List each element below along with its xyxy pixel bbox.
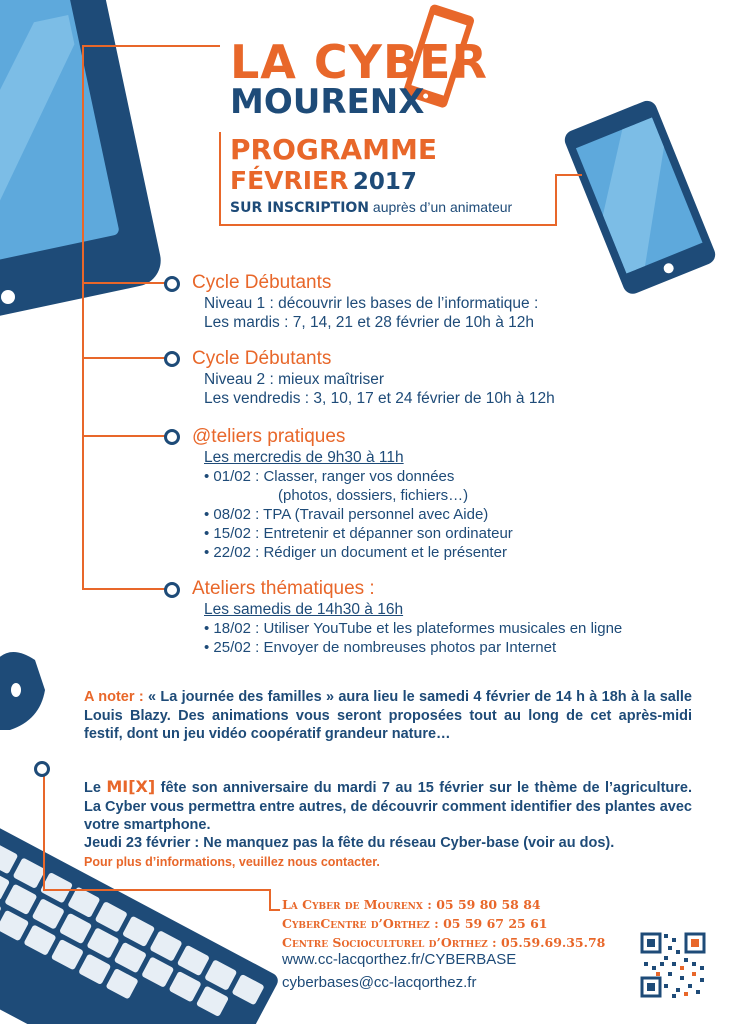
contact-row	[282, 914, 605, 933]
contact-name: CyberCentre d’Orthez	[282, 916, 430, 931]
contact-name: Centre Socioculturel d’Orthez	[282, 935, 488, 950]
contact-phone: : 05 59 80 58 84	[427, 897, 541, 912]
section-title: Ateliers thématiques :	[192, 578, 375, 599]
section-subtitle: Les mercredis de 9h30 à 11h	[204, 449, 404, 466]
contact-phone: : 05 59 67 25 61	[434, 916, 548, 931]
note-families	[84, 688, 692, 744]
contact-row	[282, 895, 605, 914]
section-cycle-2	[192, 348, 555, 408]
section-ateliers-pratiques	[192, 426, 513, 562]
contact-row	[282, 933, 605, 952]
program-month: FÉVRIER	[230, 166, 349, 195]
section-title: Cycle Débutants	[192, 272, 332, 293]
section-marker	[164, 582, 180, 598]
contact-name: La Cyber de Mourenx	[282, 897, 423, 912]
note-marker	[34, 761, 50, 777]
brand-title: LA CYBER	[230, 35, 488, 89]
section-line: Les vendredis : 3, 10, 17 et 24 février de 10h à 12h	[204, 390, 555, 407]
keyboard-icon	[0, 823, 281, 1024]
inscription-line	[230, 199, 512, 216]
section-line: Niveau 2 : mieux maîtriser	[204, 371, 385, 388]
list-item: • 15/02 : Entretenir et dépanner son ordinateur	[204, 525, 513, 542]
section-marker	[164, 351, 180, 367]
inscription-bold: SUR INSCRIPTION	[230, 200, 370, 216]
list-item: • 01/02 : Classer, ranger vos données	[204, 468, 455, 485]
email-link[interactable]: cyberbases@cc-lacqorthez.fr	[282, 974, 477, 991]
mouse-icon	[0, 652, 45, 730]
qr-code-icon	[640, 932, 706, 998]
list-item: (photos, dossiers, fichiers…)	[278, 487, 469, 504]
list-item: • 22/02 : Rédiger un document et le présenter	[204, 544, 507, 561]
more-info: Pour plus d’informations, veuillez nous contacter.	[84, 855, 380, 869]
section-ateliers-thematiques	[192, 578, 622, 657]
smartphone-icon	[562, 98, 718, 297]
note-cyberbase	[84, 834, 704, 853]
list-item: • 25/02 : Envoyer de nombreuses photos par Internet	[204, 639, 557, 656]
section-line: Niveau 1 : découvrir les bases de l’informatique :	[204, 295, 539, 312]
list-item: • 18/02 : Utiliser YouTube et les plateformes musicales en ligne	[204, 620, 623, 637]
note-text: fête son anniversaire du mardi 7 au 15 février sur le thème de l’agriculture. La Cyber vous permettra entre autres, de découvrir comment identifier des plantes avec votre smartphone.	[84, 780, 692, 833]
section-line: Les mardis : 7, 14, 21 et 28 février de 10h à 12h	[204, 314, 535, 331]
inscription-rest: auprès d’un animateur	[372, 199, 513, 215]
note-label: A noter :	[84, 689, 144, 705]
section-subtitle: Les samedis de 14h30 à 16h	[204, 601, 404, 618]
website-link[interactable]: www.cc-lacqorthez.fr/CYBERBASE	[282, 951, 517, 968]
note-text: Ne manquez pas la fête du réseau Cyber-base (voir au dos).	[203, 835, 615, 851]
brand-subtitle: MOURENX	[230, 82, 425, 122]
program-year: 2017	[352, 169, 417, 195]
section-cycle-1	[192, 272, 538, 332]
note-mix	[84, 778, 692, 835]
list-item: • 08/02 : TPA (Travail personnel avec Aide)	[204, 506, 489, 523]
note-label: Jeudi 23 février :	[84, 835, 200, 851]
program-month-row	[230, 166, 417, 195]
program-title: PROGRAMME	[230, 133, 437, 166]
contact-phone: : 05.59.69.35.78	[492, 935, 606, 950]
section-title: @teliers pratiques	[192, 426, 346, 447]
mix-brand: MI[X]	[106, 777, 156, 796]
note-text: « La journée des familles » aura lieu le samedi 4 février de 14 h à 18h à la salle Louis Blazy. Des animations vous seront proposées tout au long de cet après-midi festif, dont un jeu vidéo coopératif grandeur nature…	[84, 689, 692, 742]
section-marker	[164, 276, 180, 292]
contact-list	[282, 895, 605, 952]
section-marker	[164, 429, 180, 445]
section-title: Cycle Débutants	[192, 348, 332, 369]
note-prefix: Le	[84, 780, 101, 796]
